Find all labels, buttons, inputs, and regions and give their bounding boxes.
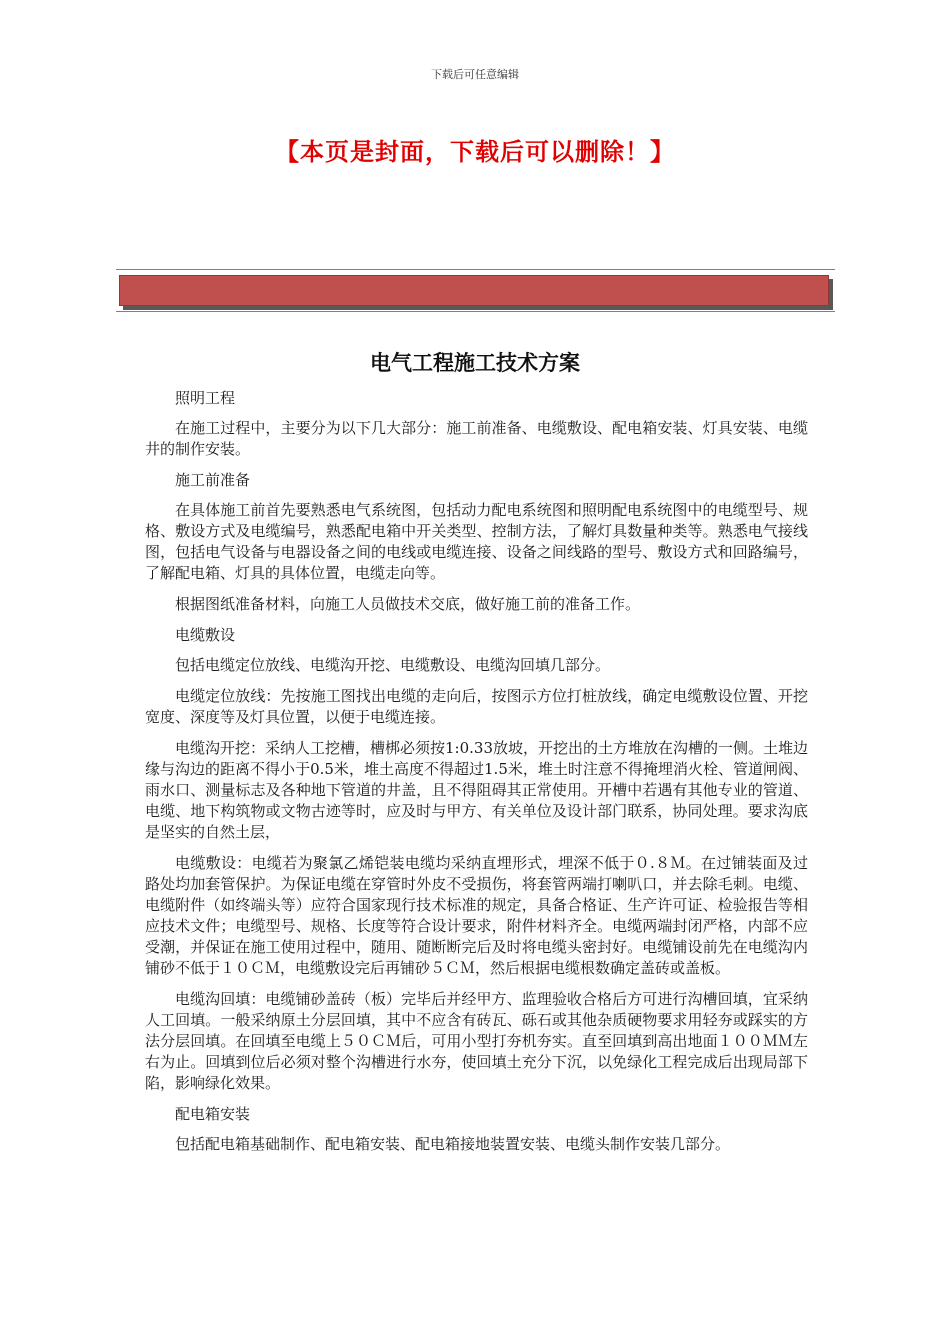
decorative-banner <box>116 269 835 313</box>
section-heading-preparation: 施工前准备 <box>175 471 251 489</box>
paragraph: 电缆沟开挖：采纳人工挖槽，槽梆必须按1:0.33放坡，开挖出的土方堆放在沟槽的一侧。土堆边缘与沟边的距离不得小于0.5米，堆土高度不得超过1.5米，堆土时注意不得掩埋消火栓、管道闸阀、雨水口、测量标志及各种地下管道的井盖，且不得阻碍其正常使用。开槽中若遇有其他专业的管道、电缆、地下构筑物或文物古迹等时，应及时与甲方、有关单位及设计部门联系，协同处理。要求沟底是坚实的自然土层， <box>145 739 808 841</box>
section-heading-distribution-box: 配电箱安装 <box>175 1105 251 1123</box>
paragraph: 根据图纸准备材料，向施工人员做技术交底，做好施工前的准备工作。 <box>175 595 641 613</box>
document-title: 电气工程施工技术方案 <box>370 350 580 375</box>
paragraph: 包括电缆定位放线、电缆沟开挖、电缆敷设、电缆沟回填几部分。 <box>175 656 611 674</box>
paragraph: 在具体施工前首先要熟悉电气系统图，包括动力配电系统图和照明配电系统图中的电缆型号、规格、敷设方式及电缆编号，熟悉配电箱中开关类型、控制方法，了解灯具数量种类等。熟悉电气接线图，包括电气设备与电器设备之间的电线或电缆连接、设备之间线路的型号、敷设方式和回路编号，了解配电箱、灯具的具体位置，电缆走向等。 <box>145 501 808 582</box>
paragraph: 电缆定位放线：先按施工图找出电缆的走向后，按图示方位打桩放线，确定电缆敷设位置、开挖宽度、深度等及灯具位置，以便于电缆连接。 <box>145 687 808 726</box>
paragraph: 电缆敷设：电缆若为聚氯乙烯铠装电缆均采纳直埋形式，埋深不低于０.８Ｍ。在过铺装面及过路处均加套管保护。为保证电缆在穿管时外皮不受损伤，将套管两端打喇叭口，并去除毛刺。电缆、电缆附件（如终端头等）应符合国家现行技术标准的规定，具备合格证、生产许可证、检验报告等相应技术文件；电缆型号、规格、长度等符合设计要求，附件材料齐全。电缆两端封闭严格，内部不应受潮，并保证在施工使用过程中，随用、随断断完后及时将电缆头密封好。电缆铺设前先在电缆沟内铺砂不低于１０ＣＭ，电缆敷设完后再铺砂５ＣＭ，然后根据电缆根数确定盖砖或盖板。 <box>145 854 808 977</box>
section-heading-lighting: 照明工程 <box>175 389 236 407</box>
paragraph: 包括配电箱基础制作、配电箱安装、配电箱接地装置安装、电缆头制作安装几部分。 <box>175 1135 731 1153</box>
paragraph: 在施工过程中，主要分为以下几大部分：施工前准备、电缆敷设、配电箱安装、灯具安装、电缆井的制作安装。 <box>145 419 808 458</box>
cover-notice: 【本页是封面，下载后可以删除！】 <box>275 137 675 166</box>
header-note: 下载后可任意编辑 <box>431 68 519 81</box>
banner-top-rule <box>116 269 835 270</box>
document-body <box>145 388 808 1165</box>
section-heading-cable-laying: 电缆敷设 <box>175 626 236 644</box>
banner-bar <box>119 275 829 306</box>
banner-bottom-rule <box>116 311 835 312</box>
paragraph: 电缆沟回填：电缆铺砂盖砖（板）完毕后并经甲方、监理验收合格后方可进行沟槽回填，宜采纳人工回填。一般采纳原土分层回填，其中不应含有砖瓦、砾石或其他杂质硬物要求用轻夯或踩实的方法分层回填。在回填至电缆上５０ＣＭ后，可用小型打夯机夯实。直至回填到高出地面１００ＭＭ左右为止。回填到位后必须对整个沟槽进行水夯，使回填土充分下沉，以免绿化工程完成后出现局部下陷，影响绿化效果。 <box>145 990 808 1092</box>
